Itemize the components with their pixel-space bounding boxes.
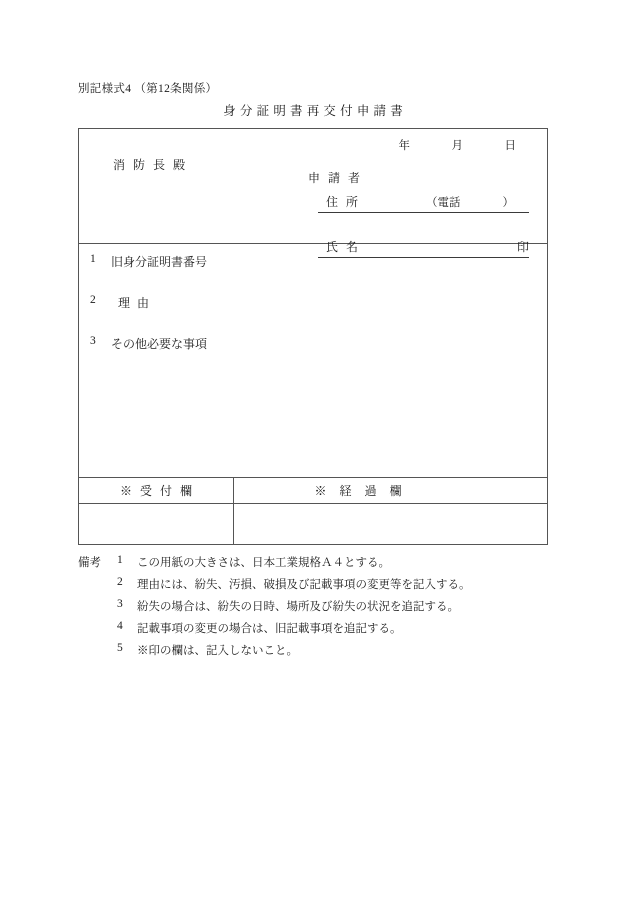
form-code-label: 別記様式4 （第12条関係） xyxy=(78,83,218,95)
applicant-label: 申請者 xyxy=(308,171,369,185)
address-label: 住所 xyxy=(326,195,367,209)
applicant-block xyxy=(276,169,529,258)
remark-number: 3 xyxy=(117,598,123,610)
remark-text: 記載事項の変更の場合は、旧記載事項を追記する。 xyxy=(137,623,402,635)
remark-text: 理由には、紛失、汚損、破損及び記載事項の変更等を記入する。 xyxy=(137,579,471,591)
item-number: 2 xyxy=(90,294,96,306)
telephone-open-text: （電話 xyxy=(426,197,461,209)
name-label: 氏名 xyxy=(326,240,367,254)
remark-text: ※印の欄は、記入しないこと。 xyxy=(137,645,298,657)
form-item[interactable] xyxy=(90,294,530,335)
application-form-box xyxy=(78,128,548,545)
seal-mark: 印 xyxy=(516,240,529,254)
telephone-close-text: ） xyxy=(502,197,514,209)
remark-item xyxy=(117,620,578,642)
addressee-label: 消防長殿 xyxy=(113,158,194,172)
remark-number: 1 xyxy=(117,554,123,566)
remark-text: この用紙の大きさは、日本工業規格Ａ４とする。 xyxy=(137,557,390,569)
remark-number: 2 xyxy=(117,576,123,588)
remarks-list xyxy=(117,554,578,664)
remark-number: 5 xyxy=(117,642,123,654)
remarks-label: 備考 xyxy=(78,557,101,569)
remarks-section xyxy=(78,554,578,664)
receipt-column-header: ※受付欄 xyxy=(119,484,200,498)
address-field-row[interactable] xyxy=(318,190,529,213)
remark-item xyxy=(117,576,578,598)
remark-text: 紛失の場合は、紛失の日時、場所及び紛失の状況を追記する。 xyxy=(137,601,459,613)
document-title: 身分証明書再交付申請書 xyxy=(223,104,407,118)
remark-item xyxy=(117,598,578,620)
item-number: 1 xyxy=(90,253,96,265)
remark-number: 4 xyxy=(117,620,123,632)
divider-items-office xyxy=(79,477,547,478)
item-label: 理由 xyxy=(118,296,157,310)
telephone-label xyxy=(426,194,514,210)
form-item[interactable] xyxy=(90,335,530,376)
divider-office-header-body xyxy=(79,503,547,504)
item-number: 3 xyxy=(90,335,96,347)
item-label: 旧身分証明書番号 xyxy=(111,255,208,269)
remark-item xyxy=(117,642,578,664)
remark-item xyxy=(117,554,578,576)
date-line: 年 月 日 xyxy=(398,140,531,152)
item-label: その他必要な事項 xyxy=(111,337,208,351)
form-items-list xyxy=(90,253,530,376)
form-item[interactable] xyxy=(90,253,530,294)
progress-column-header: ※経過欄 xyxy=(314,484,415,498)
